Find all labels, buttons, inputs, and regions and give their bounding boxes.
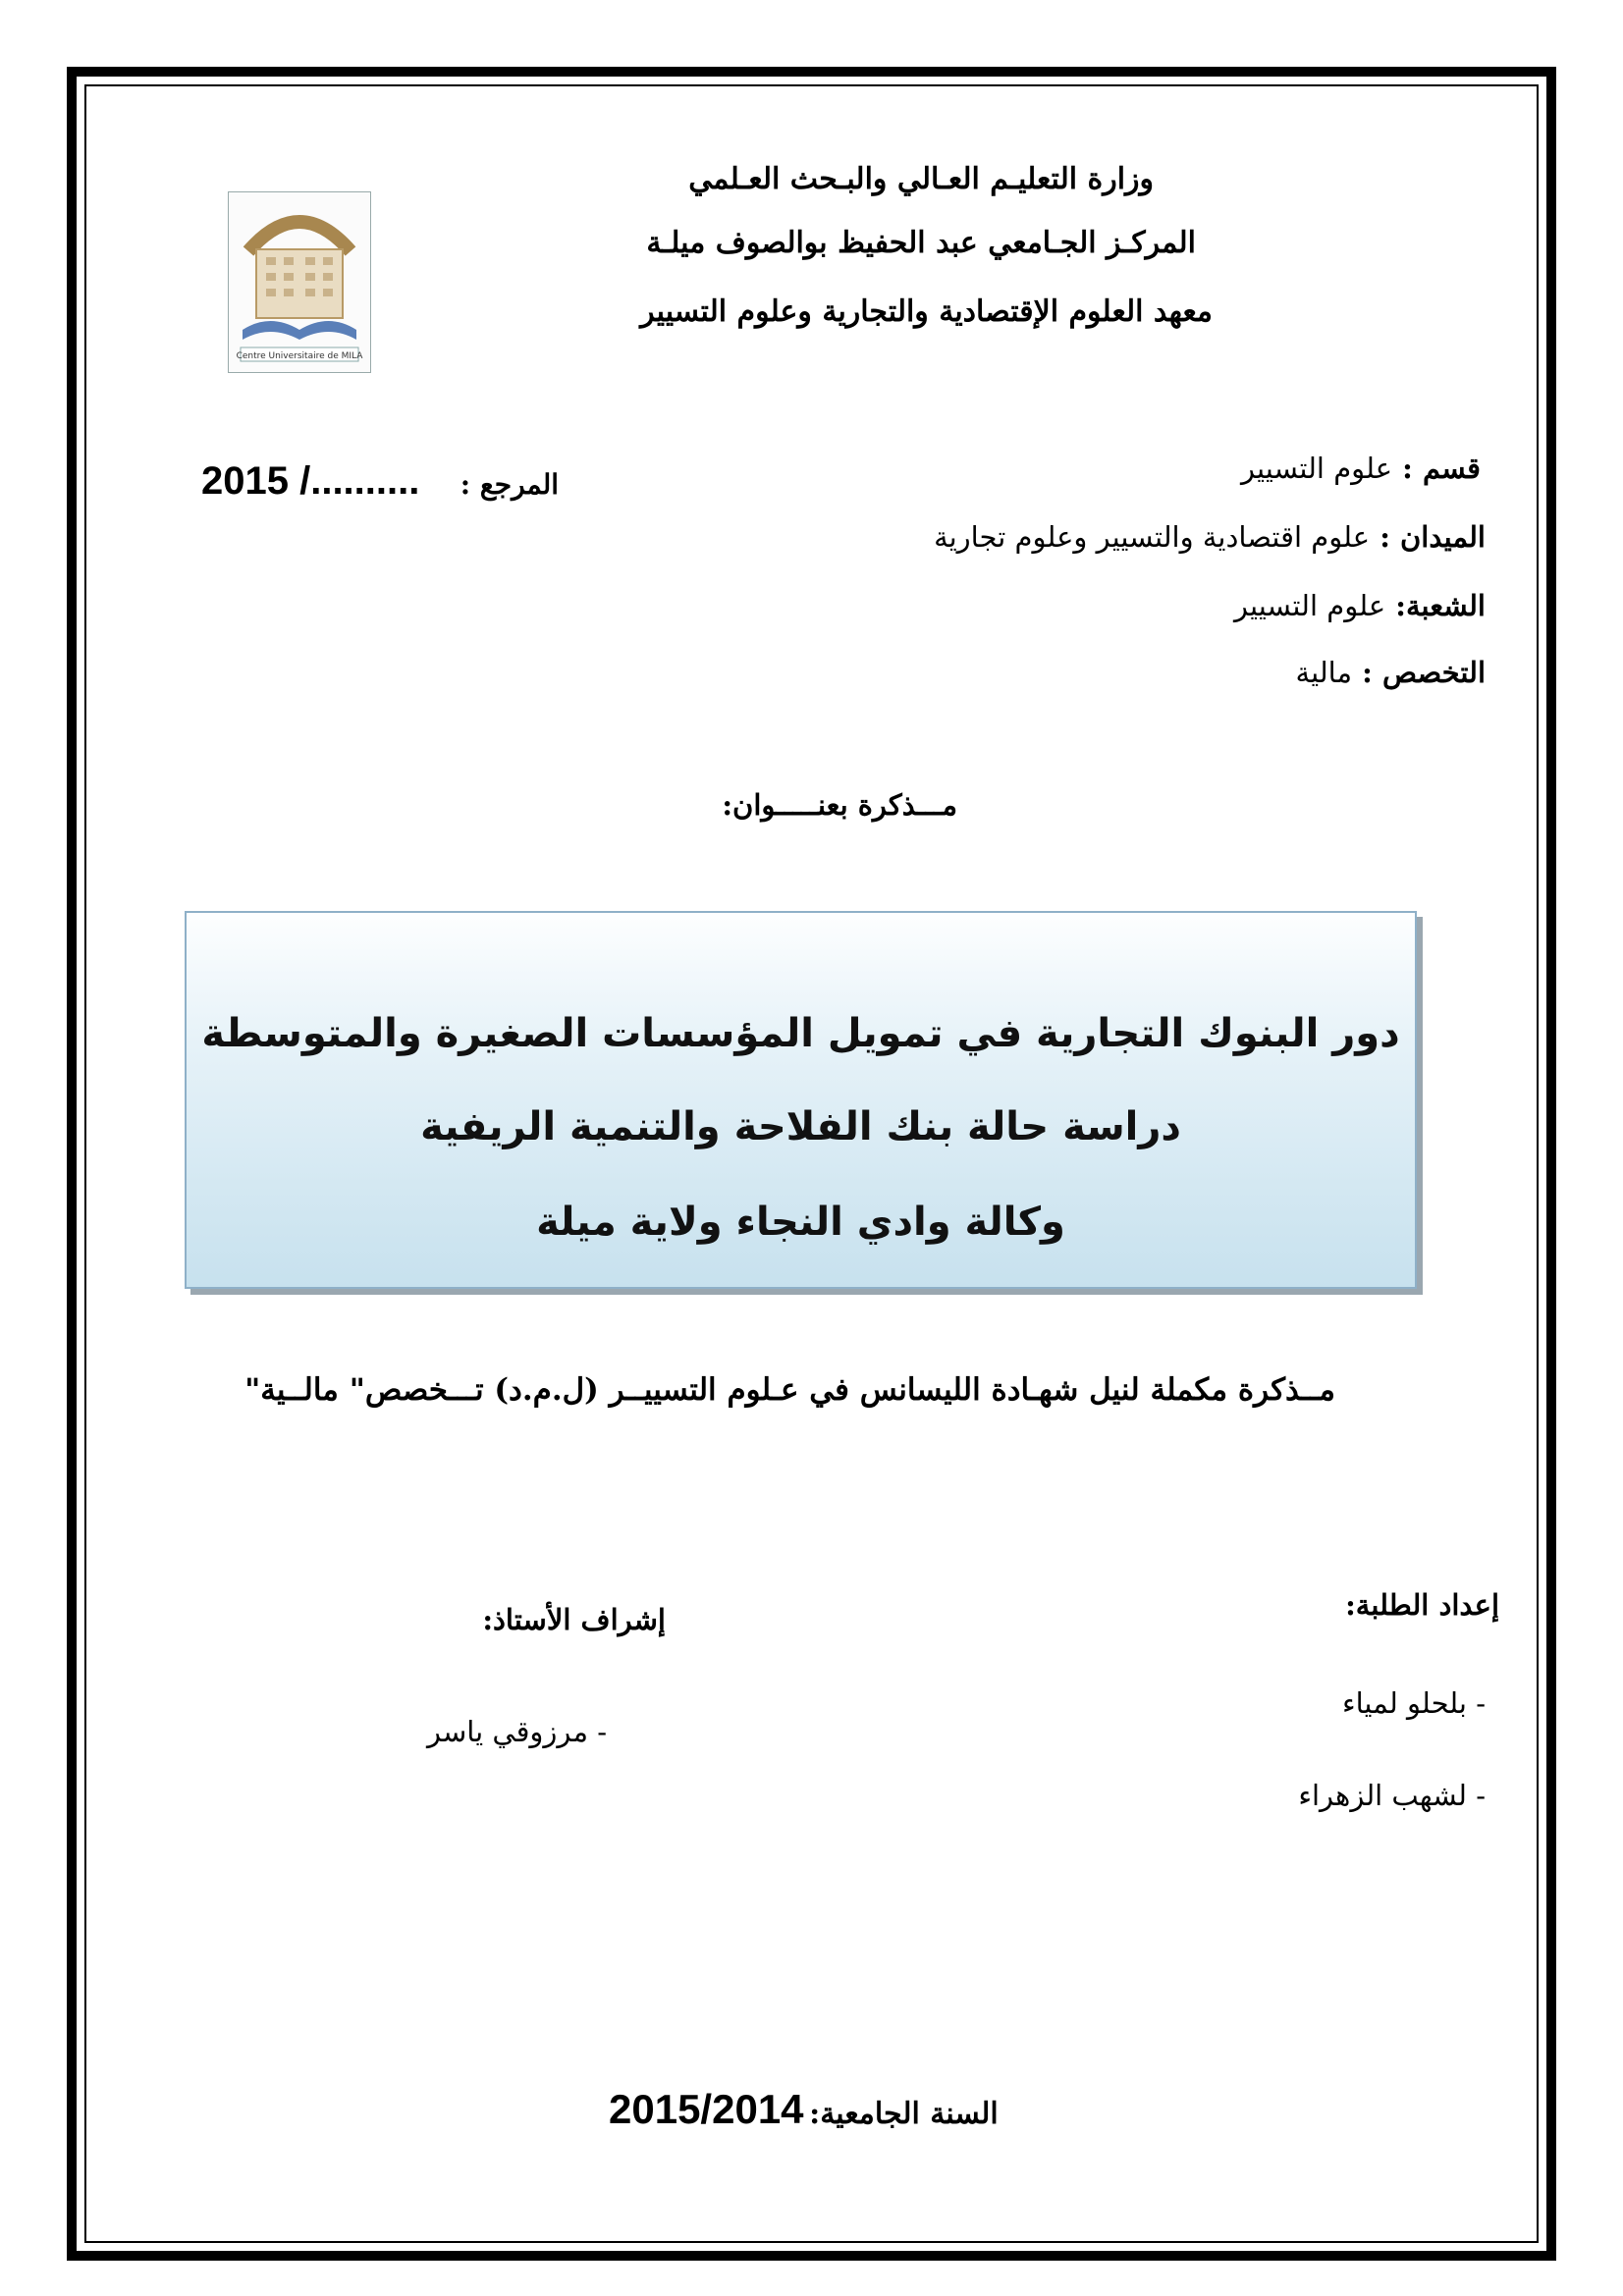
department-label: قسم : [1402, 452, 1481, 485]
university-line: المركـز الجـامعي عبد الحفيظ بوالصوف ميلـة [646, 226, 1196, 260]
field-value: علوم اقتصادية والتسيير وعلوم تجارية [934, 520, 1371, 554]
title-line-3: وكالة وادي النجاء ولاية ميلة [536, 1200, 1065, 1245]
specialty-value: مالية [1295, 656, 1353, 689]
academic-year-value: 2015/2014 [609, 2086, 804, 2132]
branch-row [1234, 589, 1486, 622]
specialty-label: التخصص : [1362, 656, 1486, 689]
students-label: إعداد الطلبة: [1345, 1588, 1499, 1622]
branch-value: علوم التسيير [1234, 589, 1386, 622]
student-item-2: - لشهب الزهراء [1298, 1779, 1486, 1812]
logo-caption: Centre Universitaire de MILA [236, 351, 363, 361]
reference-value: 2015 /.......... [201, 459, 420, 503]
department-value: علوم التسيير [1240, 452, 1393, 485]
title-box [185, 911, 1417, 1289]
title-line-1: دور البنوك التجارية في تمويل المؤسسات الصغيرة والمتوسطة [201, 1011, 1400, 1056]
branch-label: الشعبة: [1395, 589, 1486, 622]
title-line-2: دراسة حالة بنك الفلاحة والتنمية الريفية [420, 1104, 1181, 1149]
student-item-1: - بلحلو لمياء [1341, 1686, 1486, 1720]
university-logo [228, 191, 371, 373]
reference-label: المرجع : [460, 468, 560, 501]
academic-year-row [609, 2086, 999, 2133]
degree-statement: مــذكرة مكملة لنيل شهـادة الليسانس في عـلوم التسييــر (ل.م.د) تـــخصص" مالــية" [244, 1372, 1335, 1408]
specialty-row [1296, 656, 1486, 689]
reference-row [201, 459, 559, 504]
academic-year-label: السنة الجامعية: [809, 2097, 999, 2131]
supervisor-label: إشراف الأستاذ: [482, 1603, 666, 1636]
supervisor-name: - مرزوقي ياسر [426, 1715, 607, 1748]
department-row [1241, 452, 1481, 485]
field-label: الميدان : [1380, 520, 1486, 554]
institute-line: معهد العلوم الإقتصادية والتجارية وعلوم التسيير [640, 294, 1213, 329]
memo-heading: مـــذكرة بعنـــــوان: [722, 788, 957, 822]
ministry-line: وزارة التعليـم العـالي والبـحث العـلمي [688, 162, 1154, 196]
field-row [934, 520, 1486, 554]
